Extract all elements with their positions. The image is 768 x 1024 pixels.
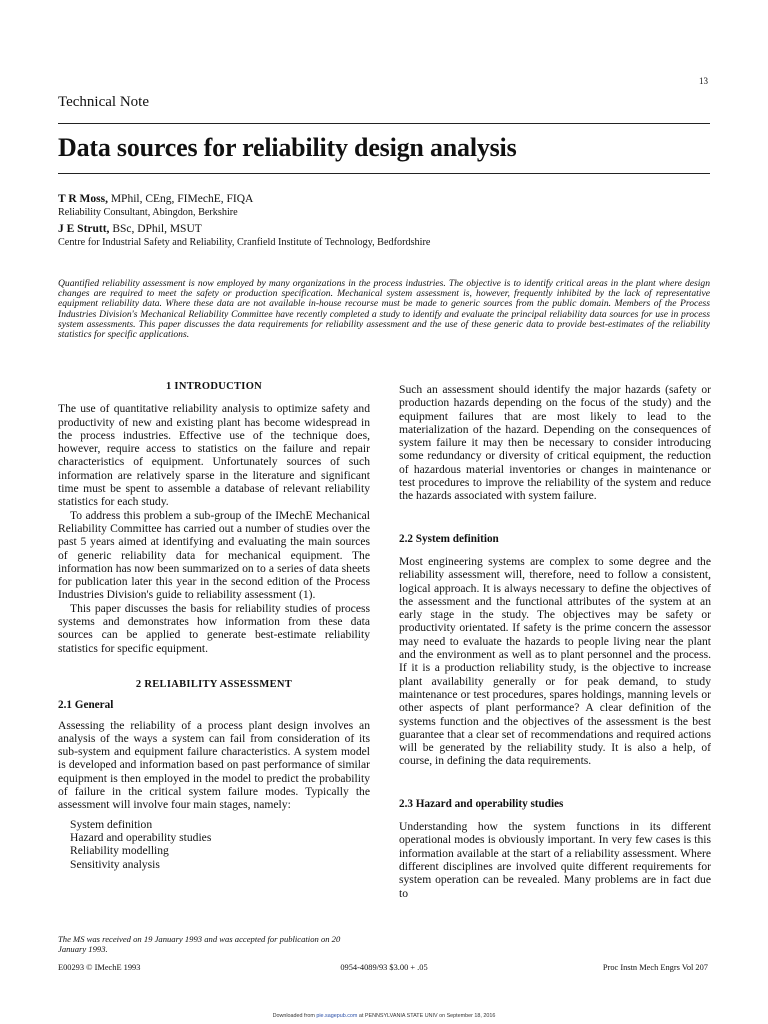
author-1-credentials: MPhil, CEng, FIMechE, FIQA: [110, 193, 254, 205]
footer-issn: 0954-4089/93 $3.00 + .05: [340, 963, 428, 972]
heading-reliability-assessment: 2 RELIABILITY ASSESSMENT: [135, 678, 293, 690]
intro-paragraph-1: The use of quantitative reliability analysis to optimize safety and productivity of new and existing plant has become widespread in the process industries. Effective use of the technique does, however, require access to statistics on the failure and repair characteristics of equipment. Unfortunately sources of such information are relatively sparse in the literature and significant time must be spent to assemble a database of relevant reliability statistics for each study.: [58, 402, 370, 509]
download-link[interactable]: pie.sagepub.com: [316, 1013, 358, 1019]
list-item: Hazard and operability studies: [70, 830, 212, 844]
abstract: Quantified reliability assessment is now employed by many organizations in the process industries. The objective is to identify critical areas in the plant where design changes are required to meet the safety or production specification. Mechanical system assessment is, however, frequently inhibited by the lack of representative equipment reliability data. Where these data are not available in-house recourse must be made to generic sources from the public domain. Members of the Process Industries Division's Mechanical Reliability Committee have recently completed a study to identify and evaluate the principal reliability data sources for use in process system assessments. This paper discusses the data requirements for reliability assessment and the use of these generic data to provide best-estimates of the reliability statistics for specific applications.: [58, 278, 710, 341]
download-suffix: at PENNSYLVANIA STATE UNIV on September 18, 2016: [358, 1013, 496, 1019]
intro-paragraph-3: This paper discusses the basis for reliability studies of process systems and demonstrates how information from these data sources can be applied to generate best-estimate reliability statistics for specific equipment.: [58, 601, 370, 655]
author-2-credentials: BSc, DPhil, MSUT: [112, 223, 202, 235]
heading-introduction: 1 INTRODUCTION: [165, 381, 263, 392]
intro-paragraph-2: To address this problem a sub-group of the IMechE Mechanical Reliability Committee has carried out a number of studies over the past 5 years aimed at identifying and evaluating the main sources of generic reliability data for mechanical equipment. The information has now been summarized on to a series of data sheets for publication later this year in the second edition of the Process Industries Division's guide to reliability assessment (1).: [58, 508, 370, 602]
page-title: Data sources for reliability design analysis: [58, 133, 517, 162]
author-2-name: J E Strutt,: [58, 223, 110, 235]
author-1: [58, 193, 253, 205]
heading-general: 2.1 General: [58, 699, 114, 712]
list-item: System definition: [70, 817, 153, 831]
list-item: Sensitivity analysis: [70, 857, 160, 871]
download-notice: [0, 1013, 768, 1019]
download-prefix: Downloaded from: [272, 1013, 315, 1019]
author-2: [58, 223, 202, 235]
author-1-name: T R Moss,: [58, 193, 108, 205]
system-definition-paragraph: Most engineering systems are complex to some degree and the reliability assessment will, therefore, need to follow a consistent, logical approach. It is always necessary to define the objectives of the assessment and the functional attributes of the system at an early stage in the study. The objectives may be safety or productivity orientated. If safety is the prime concern the assessor may need to evaluate the hazards to people living near the plant and the environment as well as to plant personnel and the process. If it is a production reliability study, is the objective to increase plant availability generally or for peak demand, to study maintenance or test procedures, spares holdings, manning levels or other aspects of plant performance? A clear definition of the systems function and the objectives of the assessment is the best guarantee that a clear set of recommendations and required actions will be generated by the reliability study. It is also a help, of course, in defining the data requirements.: [399, 554, 711, 768]
page-number: 13: [699, 76, 708, 86]
hazard-operability-paragraph: Understanding how the system functions in its different operational modes is obviously important. In very few cases is this information available at the start of a reliability assessment. Where different disciplines are involved quite different requirements for system operation can be revealed. Many problems are in fact due to: [399, 820, 711, 900]
title-rule-top: [58, 123, 710, 124]
footnote: The MS was received on 19 January 1993 and was accepted for publication on 20 January 1993.: [58, 934, 341, 954]
left-column: [58, 380, 370, 871]
general-paragraph: Assessing the reliability of a process plant design involves an analysis of the ways a system can fail from consideration of its sub-system and equipment failure characteristics. A system model is developed and information based on past performance of similar equipment is then employed in the model to predict the probability of failure in the critical system failure modes. Typically the assessment will involve four main stages, namely:: [58, 718, 370, 812]
list-item: Reliability modelling: [70, 844, 169, 858]
section-label: Technical Note: [58, 94, 149, 110]
title-rule-bottom: [58, 173, 710, 174]
assessment-paragraph: Such an assessment should identify the major hazards (safety or production hazards depending on the focus of the study) and the equipment failures that are most likely to lead to the materialization of the hazard. Depending on the consequences of system failure it may then be necessary to consider introducing some redundancy or diversity of critical equipment, the reduction of hazardous material inventories or changes in maintenance or test procedures to improve the reliability of the system and reduce the hazards associated with system failure.: [399, 383, 711, 503]
heading-hazard-operability: 2.3 Hazard and operability studies: [399, 797, 564, 810]
right-column: [399, 383, 711, 900]
footer-copyright: E00293 © IMechE 1993: [58, 963, 141, 972]
footer-journal: Proc Instn Mech Engrs Vol 207: [602, 963, 708, 972]
heading-system-definition: 2.2 System definition: [399, 532, 499, 545]
stages-list: [70, 818, 370, 871]
author-1-affiliation: Reliability Consultant, Abingdon, Berkshire: [58, 207, 238, 218]
author-2-affiliation: Centre for Industrial Safety and Reliability, Cranfield Institute of Technology, Bedfordshire: [58, 237, 431, 248]
